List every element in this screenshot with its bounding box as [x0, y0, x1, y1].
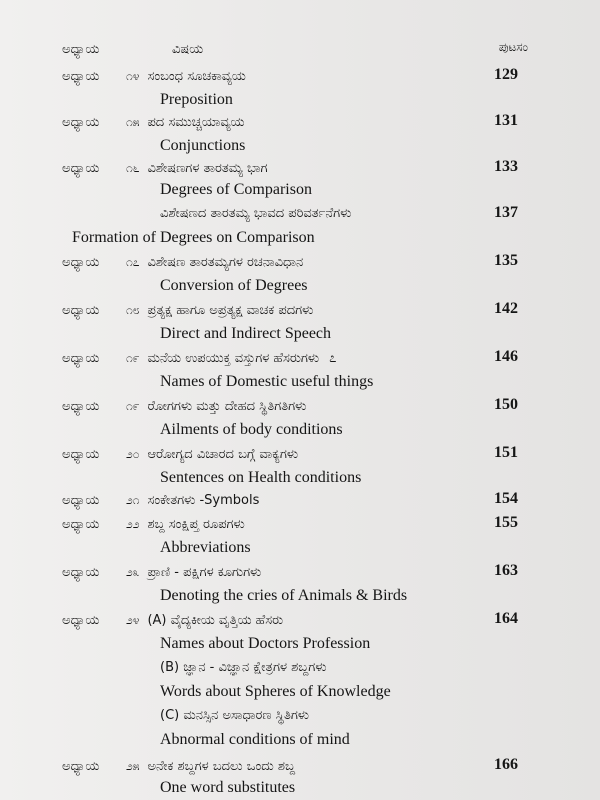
- kannada-title: ರೋಗಗಳು ಮತ್ತು ದೇಹದ ಸ್ಥಿತಿಗತಿಗಳು: [147, 399, 307, 414]
- page-number: 166: [494, 756, 518, 773]
- kannada-subtitle: (C) ಮನಸ್ಸಿನ ಅಸಾಧಾರಣ ಸ್ಥಿತಿಗಳು: [160, 708, 310, 723]
- english-title: Denoting the cries of Animals & Birds: [160, 587, 408, 604]
- page-number: 135: [494, 252, 518, 269]
- english-title: Abnormal conditions of mind: [160, 731, 350, 748]
- chapter-number: ೧೫: [126, 115, 140, 129]
- page-number: 129: [494, 66, 518, 83]
- entry-row: [62, 610, 283, 631]
- chapter-number: ೧೭: [126, 255, 140, 269]
- chapter-label: ಅಧ್ಯಾಯ: [62, 565, 100, 580]
- chapter-label: ಅಧ್ಯಾಯ: [62, 303, 100, 318]
- entry-row: [62, 252, 303, 273]
- english-title: Conversion of Degrees: [160, 277, 308, 294]
- entry-row: [62, 300, 313, 321]
- kannada-title: ಪ್ರಾಣಿ - ಪಕ್ಷಿಗಳ ಕೂಗುಗಳು: [147, 565, 262, 580]
- chapter-number: ೧೪: [126, 69, 140, 83]
- stray-mark: ೭: [329, 351, 337, 366]
- chapter-label: ಅಧ್ಯಾಯ: [62, 115, 100, 130]
- chapter-number: ೧೮: [126, 303, 140, 317]
- chapter-label: ಅಧ್ಯಾಯ: [62, 447, 100, 462]
- chapter-label: ಅಧ್ಯಾಯ: [62, 493, 100, 508]
- entry-row: [62, 490, 259, 511]
- page-number: 164: [494, 610, 518, 627]
- entry-row: [62, 66, 246, 87]
- entry-row: [62, 158, 268, 179]
- kannada-title: ಪದ ಸಮುಚ್ಚಯಾವ್ಯಯ: [147, 115, 245, 130]
- chapter-number: ೨೪: [126, 613, 140, 627]
- chapter-number: ೨೫: [126, 759, 140, 773]
- kannada-title: ಆರೋಗ್ಯದ ವಿಚಾರದ ಬಗ್ಗೆ ವಾಕ್ಯಗಳು: [147, 447, 299, 462]
- english-title: Names about Doctors Profession: [160, 635, 371, 652]
- entry-row: [62, 112, 244, 133]
- english-title: Sentences on Health conditions: [160, 469, 362, 486]
- kannada-title: (A) ವೈದ್ಯಕೀಯ ವೃತ್ತಿಯ ಹೆಸರು: [147, 613, 284, 628]
- english-title: Degrees of Comparison: [160, 181, 312, 198]
- header-row: [62, 40, 203, 60]
- page-number: 131: [494, 112, 518, 129]
- chapter-label: ಅಧ್ಯಾಯ: [62, 613, 100, 628]
- chapter-label: ಅಧ್ಯಾಯ: [62, 351, 100, 366]
- chapter-label: ಅಧ್ಯಾಯ: [62, 69, 100, 84]
- chapter-number: ೧೯: [126, 351, 140, 365]
- page-number: 150: [494, 396, 518, 413]
- kannada-subtitle: ವಿಶೇಷಣದ ತಾರತಮ್ಯ ಭಾವದ ಪರಿವರ್ತನೆಗಳು: [160, 206, 352, 221]
- english-title: One word substitutes: [160, 779, 296, 796]
- kannada-title: ವಿಶೇಷಣಗಳ ತಾರತಮ್ಯ ಭಾಗ: [147, 161, 268, 176]
- page-number: 163: [494, 562, 518, 579]
- header-page: ಪುಟಸಂ: [498, 40, 528, 54]
- page-number: 142: [494, 300, 518, 317]
- english-title: Words about Spheres of Knowledge: [160, 683, 391, 700]
- chapter-label: ಅಧ್ಯಾಯ: [62, 161, 100, 176]
- chapter-label: ಅಧ್ಯಾಯ: [62, 255, 100, 270]
- english-title: Conjunctions: [160, 137, 246, 154]
- english-title: Ailments of body conditions: [160, 421, 343, 438]
- chapter-number: ೨೨: [126, 517, 140, 531]
- kannada-title: ವಿಶೇಷಣ ತಾರತಮ್ಯಗಳ ರಚನಾವಿಧಾನ: [147, 255, 304, 270]
- chapter-number: ೨೦: [126, 447, 140, 461]
- header-subject: ವಿಷಯ: [172, 42, 204, 57]
- chapter-number: ೨೩: [126, 565, 140, 579]
- kannada-title: ಶಬ್ದ ಸಂಕ್ಷಿಪ್ತ ರೂಪಗಳು: [147, 517, 245, 532]
- page-number: 151: [494, 444, 518, 461]
- chapter-label: ಅಧ್ಯಾಯ: [62, 759, 100, 774]
- english-title: Direct and Indirect Speech: [160, 325, 332, 342]
- page-number: 155: [494, 514, 518, 531]
- entry-row: [62, 756, 295, 777]
- entry-row: [62, 444, 298, 465]
- page-number: 133: [494, 158, 518, 175]
- page-number: 154: [494, 490, 518, 507]
- kannada-title: ಸಂಬಂಧ ಸೂಚಕಾವ್ಯಯ: [147, 69, 246, 84]
- chapter-number: ೨೧: [126, 493, 140, 507]
- kannada-subtitle: (B) ಜ್ಞಾನ - ವಿಜ್ಞಾನ ಕ್ಷೇತ್ರಗಳ ಶಬ್ದಗಳು: [160, 660, 327, 675]
- kannada-title: ಅನೇಕ ಶಬ್ದಗಳ ಬದಲು ಒಂದು ಶಬ್ದ: [147, 759, 295, 774]
- entry-row: [62, 562, 261, 583]
- page-number: 146: [494, 348, 518, 365]
- chapter-label: ಅಧ್ಯಾಯ: [62, 517, 100, 532]
- english-title: Formation of Degrees on Comparison: [72, 229, 315, 246]
- entry-row: [62, 348, 336, 369]
- kannada-title: ಪ್ರತ್ಯಕ್ಷ ಹಾಗೂ ಅಪ್ರತ್ಯಕ್ಷ ವಾಚಕ ಪದಗಳು: [147, 303, 314, 318]
- chapter-number: ೧೬: [126, 161, 140, 175]
- chapter-number: ೧೯: [126, 399, 140, 413]
- english-title: Names of Domestic useful things: [160, 373, 374, 390]
- english-title: Abbreviations: [160, 539, 251, 556]
- chapter-label: ಅಧ್ಯಾಯ: [62, 399, 100, 414]
- entry-row: [62, 396, 306, 417]
- kannada-title: ಮನೆಯ ಉಪಯುಕ್ತ ವಸ್ತುಗಳ ಹೆಸರುಗಳು: [147, 351, 320, 366]
- header-chapter: ಅಧ್ಯಾಯ: [62, 42, 100, 57]
- page-number: 137: [494, 204, 518, 221]
- entry-row: [62, 514, 245, 535]
- english-title: Preposition: [160, 91, 233, 108]
- kannada-title: ಸಂಕೇತಗಳು -Symbols: [147, 493, 260, 508]
